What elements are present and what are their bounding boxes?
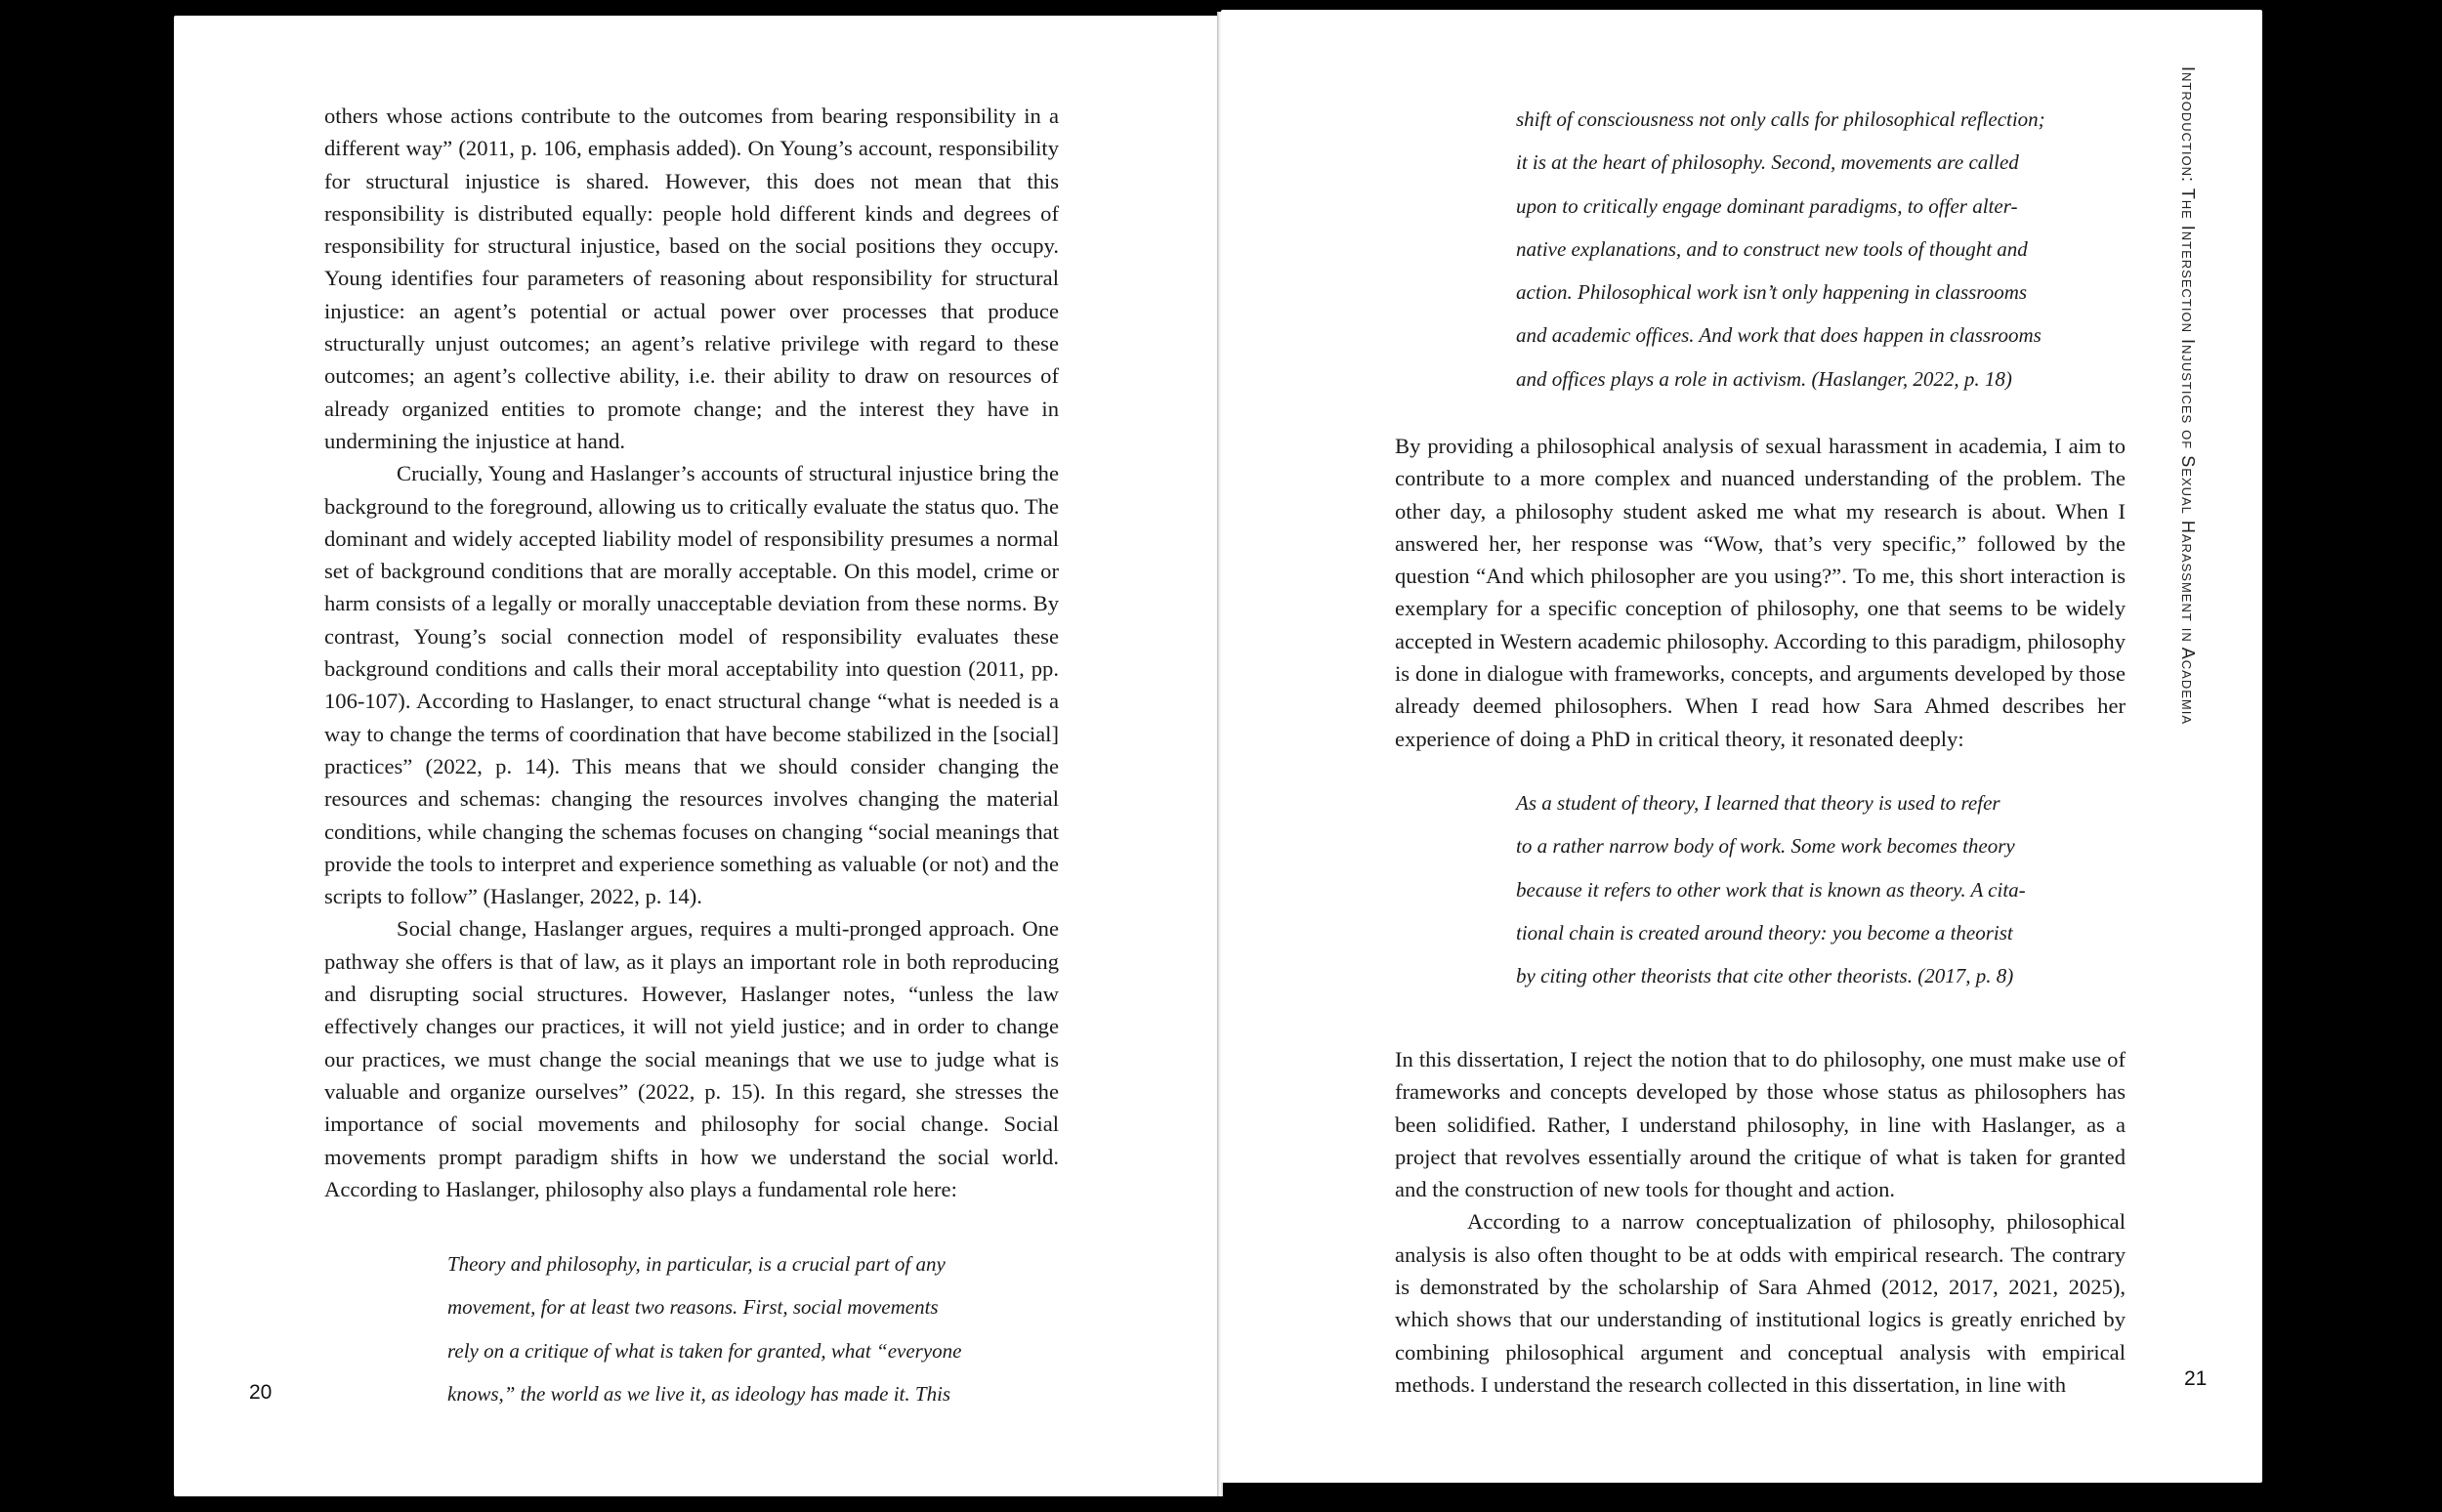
right-page-number: 21 bbox=[2184, 1367, 2208, 1390]
left-body bbox=[324, 100, 1059, 1205]
quote-line: to a rather narrow body of work. Some work becomes theory bbox=[1516, 834, 2015, 859]
left-page bbox=[174, 16, 1219, 1496]
right-block-quote-1 bbox=[1516, 98, 2122, 400]
quote-line: action. Philosophical work isn’t only happening in classrooms bbox=[1516, 280, 2028, 305]
quote-line: shift of consciousness not only calls for philosophical reflection; bbox=[1516, 107, 2045, 131]
quote-line: upon to critically engage dominant paradigms, to offer alter- bbox=[1516, 193, 2018, 218]
right-body-2 bbox=[1395, 1043, 2126, 1401]
left-paragraph-3: Social change, Haslanger argues, requires a multi-pronged approach. One pathway she offers is that of law, as it plays an important role in both reproducing and disrupting social structures. However, Haslanger notes, “unless the law effectively changes our practices, it will not yield justice; and in order to change our practices, we must change the social meanings that we use to judge what is valuable and organize ourselves” (2022, p. 15). In this regard, she stresses the importance of social movements and philosophy for social change. Social movements prompt paradigm shifts in how we understand the social world. According to Haslanger, philosophy also plays a fundamental role here: bbox=[324, 916, 1059, 1201]
quote-line: native explanations, and to construct new tools of thought and bbox=[1516, 236, 2028, 261]
right-paragraph-1: By providing a philosophical analysis of sexual harassment in academia, I aim to contribute to a more complex and nuanced understanding of the problem. The other day, a philosophy student asked me what my research is about. When I answered her, her response was “Wow, that’s very specific,” followed by the question “And which philosopher are you using?”. To me, this short interaction is exemplary for a specific conception of philosophy, one that seems to be widely accepted in Western academic philosophy. According to this paradigm, philosophy is done in dialogue with frameworks, concepts, and arguments developed by those already deemed philosophers. When I read how Sara Ahmed describes her experience of doing a PhD in critical theory, it resonated deeply: bbox=[1395, 434, 2126, 751]
running-head: Introduction: The Intersection Injustices of Sexual Harassment in Academia bbox=[2178, 66, 2198, 726]
quote-line: Theory and philosophy, in particular, is a crucial part of any bbox=[447, 1252, 946, 1276]
right-page bbox=[1221, 10, 2262, 1483]
quote-line: and academic offices. And work that does happen in classrooms bbox=[1516, 323, 2042, 348]
left-paragraph-2: Crucially, Young and Haslanger’s accounts of structural injustice bring the background to the foreground, allowing us to critically evaluate the status quo. The dominant and widely accepted liability model of responsibility presumes a normal set of background conditions that are morally acceptable. On this model, crime or harm consists of a legally or morally unacceptable deviation from these norms. By contrast, Young’s social connection model of responsibility evaluates these background conditions and calls their moral acceptability into question (2011, pp. 106-107). According to Haslanger, to enact structural change “what is needed is a way to change the terms of coordination that have become stabilized in the [social] practices” (2022, p. 14). This means that we should consider changing the resources and schemas: changing the resources involves changing the material conditions, while changing the schemas focuses on changing “social meanings that provide the tools to interpret and experience something as valuable (or not) and the scripts to follow” (Haslanger, 2022, p. 14). bbox=[324, 461, 1059, 909]
left-block-quote bbox=[447, 1242, 1073, 1415]
right-paragraph-2: In this dissertation, I reject the notion that to do philosophy, one must make use of frameworks and concepts developed by those whose status as philosophers has been solidified. Rather, I understand philosophy, in line with Haslanger, as a project that revolves essentially around the critique of what is taken for granted and the construction of new tools for thought and action. bbox=[1395, 1047, 2126, 1202]
left-page-number: 20 bbox=[249, 1381, 273, 1404]
quote-line: knows,” the world as we live it, as ideology has made it. This bbox=[447, 1381, 951, 1406]
quote-line: movement, for at least two reasons. First, social movements bbox=[447, 1295, 939, 1320]
quote-line: it is at the heart of philosophy. Second, movements are called bbox=[1516, 150, 2019, 175]
quote-line: rely on a critique of what is taken for granted, what “everyone bbox=[447, 1338, 962, 1363]
quote-line: by citing other theorists that cite other theorists. (2017, p. 8) bbox=[1516, 964, 2014, 988]
quote-line: and offices plays a role in activism. (Haslanger, 2022, p. 18) bbox=[1516, 366, 2012, 391]
quote-line: As a student of theory, I learned that theory is used to refer bbox=[1516, 791, 2000, 815]
quote-line: tional chain is created around theory: you become a theorist bbox=[1516, 920, 2013, 945]
left-paragraph-1: others whose actions contribute to the outcomes from bearing responsibility in a different way” (2011, p. 106, emphasis added). On Young’s account, responsibility for structural injustice is shared. However, this does not mean that this responsibility is distributed equally: people hold different kinds and degrees of responsibility for structural injustice, based on the social positions they occupy. Young identifies four parameters of reasoning about responsibility for structural injustice: an agent’s potential or actual power over processes that produce structurally unjust outcomes; an agent’s relative privilege with regard to these outcomes; an agent’s collective ability, i.e. their ability to draw on resources of already organized entities to promote change; and the interest they have in undermining the injustice at hand. bbox=[324, 104, 1059, 453]
quote-line: because it refers to other work that is known as theory. A cita- bbox=[1516, 877, 2026, 902]
right-body-1 bbox=[1395, 430, 2126, 755]
right-block-quote-2 bbox=[1516, 781, 2122, 997]
right-paragraph-3: According to a narrow conceptualization of philosophy, philosophical analysis is also often thought to be at odds with empirical research. The contrary is demonstrated by the scholarship of Sara Ahmed (2012, 2017, 2021, 2025), which shows that our understanding of institutional logics is greatly enriched by combining philosophical argument and conceptual analysis with empirical methods. I understand the research collected in this dissertation, in line with bbox=[1395, 1209, 2126, 1397]
